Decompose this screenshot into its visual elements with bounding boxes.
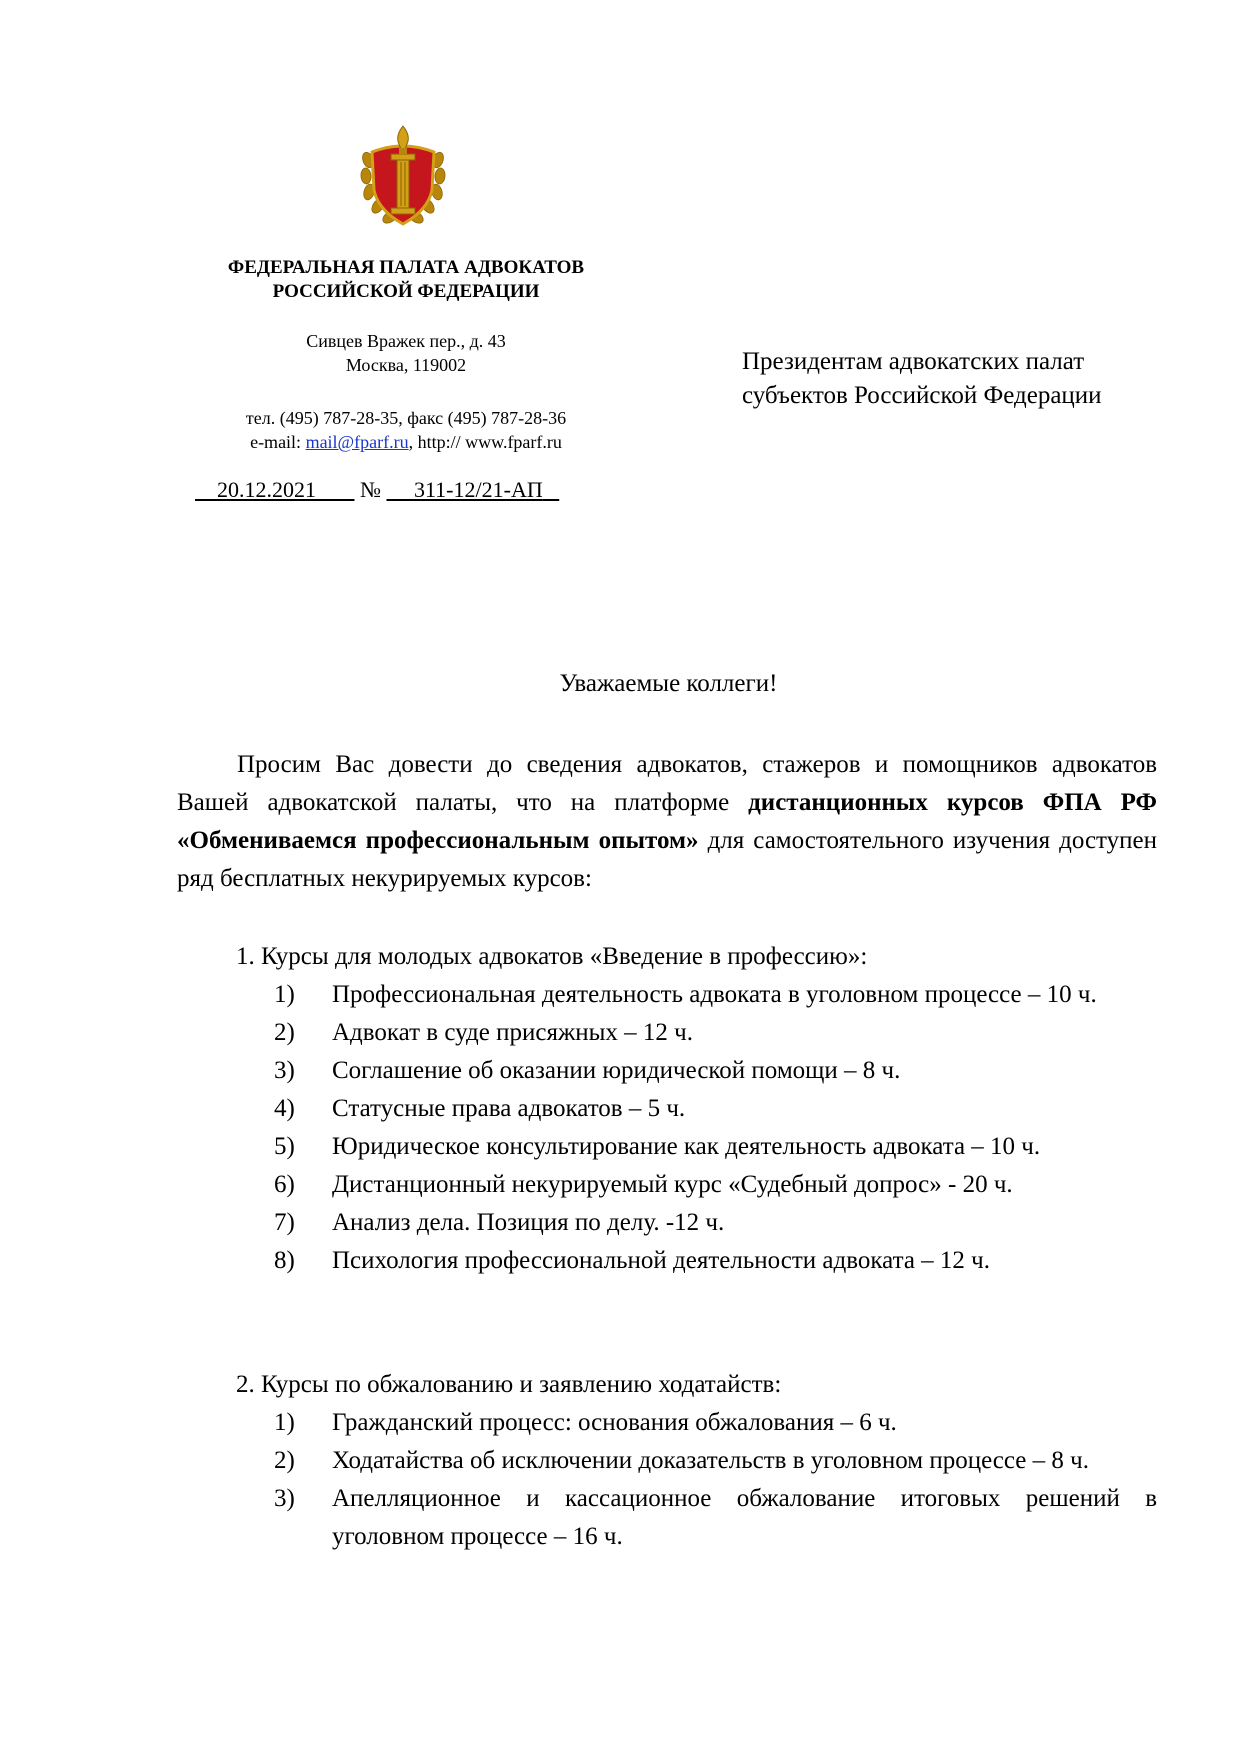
website-text: , http:// www.fparf.ru [408,432,562,452]
address-city: Москва, 119002 [345,355,467,375]
sender-header [190,256,622,454]
item-text: Статусные права адвокатов – 5 ч. [332,1095,686,1122]
addressee-line2: субъектов Российской Федерации [742,382,1102,409]
sender-contacts [190,406,622,454]
course-section-2 [177,1366,1157,1556]
list-item [177,1204,1157,1242]
org-name-line2: РОССИЙСКОЙ ФЕДЕРАЦИИ [272,281,540,302]
item-text: Апелляционное и кассационное обжалование итоговых решений в уголовном процессе – 16 ч. [332,1485,1157,1550]
item-text: Адвокат в суде присяжных – 12 ч. [332,1019,693,1046]
item-text: Психология профессиональной деятельности адвоката – 12 ч. [332,1247,990,1274]
item-number: 3) [274,1057,295,1084]
list-item [177,1166,1157,1204]
item-text: Гражданский процесс: основания обжалования – 6 ч. [332,1409,897,1436]
addressee [742,345,1102,413]
number-sign: № [360,477,381,502]
item-number: 6) [274,1171,295,1198]
item-text: Профессиональная деятельность адвоката в уголовном процессе – 10 ч. [332,981,1097,1008]
item-number: 2) [274,1447,295,1474]
sender-address [190,329,622,377]
item-text: Соглашение об оказании юридической помощи – 8 ч. [332,1057,901,1084]
item-text: Юридическое консультирование как деятельность адвоката – 10 ч. [332,1133,1041,1160]
item-text: Ходатайства об исключении доказательств в уголовном процессе – 8 ч. [332,1447,1089,1474]
list-item [177,1242,1157,1280]
list-item [177,976,1157,1014]
document-date: 20.12.2021 [217,477,316,502]
item-number: 7) [274,1209,295,1236]
list-item [177,1052,1157,1090]
item-text: Анализ дела. Позиция по делу. -12 ч. [332,1209,725,1236]
email-label: e-mail: [250,432,306,452]
email-link[interactable]: mail@fparf.ru [305,432,409,452]
list-item [177,1014,1157,1052]
email-website-line [190,430,622,454]
item-number: 5) [274,1133,295,1160]
list-item [177,1404,1157,1442]
body-text-1: Просим Вас довести до сведения адвокатов, стажеров и помощников адвокатов Вашей адвокатской палаты, что на платформе [177,751,1157,816]
list-item [177,1442,1157,1480]
body-text-2: для самостоятельного изучения доступен ряд бесплатных некурируемых курсов: [177,827,1157,892]
addressee-line1: Президентам адвокатских палат [742,348,1085,375]
org-name-line1: ФЕДЕРАЛЬНАЯ ПАЛАТА АДВОКАТОВ [227,257,585,278]
greeting: Уважаемые коллеги! [559,670,778,697]
item-number: 1) [274,1409,295,1436]
list-item [177,1090,1157,1128]
list-item [177,1480,1157,1556]
section-heading: 1. Курсы для молодых адвокатов «Введение в профессию»: [236,943,868,970]
section-heading: 2. Курсы по обжалованию и заявлению ходатайств: [236,1371,782,1398]
document-number: 311-12/21-АП [414,477,543,502]
body-text-bold: дистанционных курсов ФПА РФ «Обмениваемся профессиональным опытом» [177,789,1157,854]
phone-fax: тел. (495) 787-28-35, факс (495) 787-28-36 [245,408,567,428]
item-number: 3) [274,1485,295,1512]
item-number: 1) [274,981,295,1008]
fpa-emblem-logo [358,120,448,232]
course-section-1 [177,938,1157,1280]
item-number: 8) [274,1247,295,1274]
item-text: Дистанционный некурируемый курс «Судебный допрос» - 20 ч. [332,1171,1013,1198]
address-street: Сивцев Вражек пер., д. 43 [306,331,506,351]
registration-line [195,475,559,505]
list-item [177,1128,1157,1166]
item-number: 4) [274,1095,295,1122]
body-paragraph [177,746,1157,898]
item-number: 2) [274,1019,295,1046]
